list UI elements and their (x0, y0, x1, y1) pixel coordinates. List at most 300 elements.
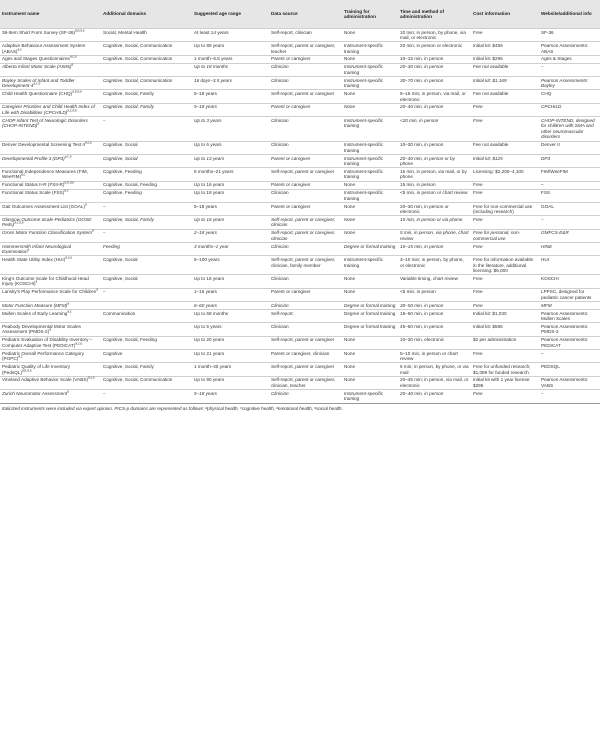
website-cell: DP3 (539, 154, 600, 167)
table-body (0, 29, 600, 403)
data-source-cell: Parent or caregiver (269, 55, 342, 63)
domains-cell: Cognitive, Social, Communication (101, 376, 192, 389)
instrument-name-text: 36-Item Short Form Survey (SF-36) (2, 29, 75, 35)
training-cell: Instrument-specific training (342, 77, 398, 90)
training-cell: Instrument-specific training (342, 117, 398, 141)
table-row (0, 181, 600, 189)
website-cell: – (539, 216, 600, 229)
time-method-cell: 20–30 min, in person (398, 63, 471, 76)
table-row (0, 216, 600, 229)
table-row (0, 90, 600, 103)
domains-cell: Social, Mental Health (101, 29, 192, 42)
header-instrument-name: Instrument name (0, 0, 101, 29)
instrument-name-cell (0, 168, 101, 181)
instrument-name-text: CHOP Infant Test of Neurologic Disorders (CHOP-INTEND) (2, 117, 88, 129)
data-source-cell: Self-report, clinician (269, 29, 342, 42)
training-cell: None (342, 336, 398, 349)
age-range-cell: 1 month–25 years (192, 363, 269, 376)
domains-cell: – (101, 202, 192, 215)
age-range-cell: Up to 16 years (192, 181, 269, 189)
training-cell: None (342, 288, 398, 301)
header-cost: Cost information (471, 0, 539, 29)
website-cell: GMFCS-E&R (539, 229, 600, 242)
time-method-cell: 10 min; in person, by phone, via mail, or electronic (398, 29, 471, 42)
age-range-cell: 6–60 years (192, 302, 269, 310)
instrument-name-cell (0, 55, 101, 63)
instrument-name-cell (0, 216, 101, 229)
data-source-cell: Clinician (269, 141, 342, 154)
training-cell: Instrument-specific training (342, 256, 398, 275)
table-row (0, 141, 600, 154)
time-method-cell: 10–30 min, electronic (398, 336, 471, 349)
website-cell: Ages & Stages (539, 55, 600, 63)
time-method-cell: 5–15 min; in person, via mail, or electronic (398, 90, 471, 103)
domains-cell: Cognitive, Social, Family (101, 363, 192, 376)
instrument-name-cell (0, 117, 101, 141)
instrument-name-text: Alberta Infant Motor Scale (AIMS) (2, 64, 72, 70)
age-range-cell: 5–18 years (192, 390, 269, 403)
instrument-name-cell (0, 288, 101, 301)
cost-cell: Free (471, 288, 539, 301)
domains-cell: Cognitive, Feeding (101, 168, 192, 181)
age-range-cell: 5–18 years (192, 90, 269, 103)
website-cell: KOSCHI (539, 275, 600, 288)
time-method-cell: 5–10 min, in person or chart review (398, 350, 471, 363)
website-cell: Pearson Assessments: ABAS (539, 42, 600, 55)
domains-cell: Cognitive (101, 350, 192, 363)
header-additional-domains: Additional domains (101, 0, 192, 29)
domains-cell: – (101, 229, 192, 242)
time-method-cell: 20 min, in person or electronic (398, 42, 471, 55)
data-source-cell: Self-report, parent or caregiver (269, 90, 342, 103)
time-method-cell: Variable timing, chart review (398, 275, 471, 288)
table-header-row (0, 0, 600, 29)
website-cell: CHOP-INTEND, designed for children with SMA and other neuromuscular disorders (539, 117, 600, 141)
training-cell: Instrument-specific training (342, 168, 398, 181)
age-range-cell: Up to 18 years (192, 189, 269, 202)
cost-cell: Fee not available (471, 90, 539, 103)
cost-cell: Initial kit: $456 (471, 42, 539, 55)
instrument-name-cell (0, 309, 101, 322)
time-method-cell: 15 min, in person (398, 181, 471, 189)
age-range-cell: Up to 18 months (192, 63, 269, 76)
instrument-name-text: Hammersmith Infant Neurological Examination (2, 243, 71, 255)
instrument-name-text: Health State Utility Index (HUI) (2, 257, 66, 263)
data-source-cell: Clinician (269, 323, 342, 336)
website-cell: Pearson Assessments: PEDICAT (539, 336, 600, 349)
instrument-name-cell (0, 256, 101, 275)
instrument-name-cell (0, 202, 101, 215)
age-range-cell: 1 month–5.5 years (192, 55, 269, 63)
training-cell: Instrument-specific training (342, 141, 398, 154)
instrument-name-cell (0, 323, 101, 336)
data-source-cell: Self-report, parent or caregiver, clinician (269, 229, 342, 242)
instrument-name-cell (0, 63, 101, 76)
domain-superscript: a (71, 62, 74, 67)
age-range-cell: 1–16 years (192, 288, 269, 301)
time-method-cell: <5 min, in person (398, 288, 471, 301)
instrument-name-cell (0, 376, 101, 389)
domain-superscript: a (92, 228, 94, 233)
instrument-name-text: Mullen Scales of Early Learning (2, 310, 68, 316)
training-cell: Degree or formal training (342, 309, 398, 322)
data-source-cell: Self-report, parent or caregiver, clinician, family member (269, 256, 342, 275)
domain-superscript: a (96, 287, 99, 292)
instrument-name-text: Glasgow Outcome Scale-Pediatrics (GOSE-Peds) (2, 216, 93, 228)
domain-superscript: a,b,d,e (74, 28, 85, 33)
age-range-cell: 5–18 years (192, 202, 269, 215)
instrument-name-cell (0, 141, 101, 154)
website-cell: Pearson Assessments: Mullen Scales (539, 309, 600, 322)
instrument-name-cell (0, 350, 101, 363)
time-method-cell: 20–30 min, in person or electronic (398, 202, 471, 215)
instrument-name-text: Functional Independence Measures (FIM, WeeFIM) (2, 168, 88, 180)
domain-superscript: a,c (67, 309, 72, 314)
domains-cell: Feeding (101, 243, 192, 256)
time-method-cell: 5 min, in person, via phone, chart review (398, 229, 471, 242)
cost-cell: $2 per administration (471, 336, 539, 349)
instrument-name-text: Vineland Adaptive Behavior Scale (VABS) (2, 377, 88, 383)
instrument-name-cell (0, 42, 101, 55)
data-source-cell: Self-report, parent or caregiver (269, 336, 342, 349)
instrument-name-text: Peabody Developmental Motor Scales Assessment (PMDS-2) (2, 323, 81, 335)
website-cell: CPCHILD (539, 103, 600, 116)
training-cell: None (342, 181, 398, 189)
data-source-cell: Self-report, parent or caregiver, teacher (269, 42, 342, 55)
domain-superscript: a (67, 389, 69, 394)
instrument-name-text: Functional Status II-R (FSII-R) (2, 182, 65, 188)
website-cell: – (539, 350, 600, 363)
table-row (0, 189, 600, 202)
instrument-name-cell (0, 275, 101, 288)
domain-superscript: a,b,d,e (21, 368, 32, 373)
data-source-cell: Self-report, parent or caregiver (269, 363, 342, 376)
cost-cell: Free for information available in the literature, additional licensing: $5,000 (471, 256, 539, 275)
header-website: Website/additional info (539, 0, 600, 29)
domains-cell (101, 63, 192, 76)
table-row (0, 363, 600, 376)
training-cell: Instrument-specific training (342, 189, 398, 202)
domain-superscript: a,b,d,e (72, 89, 82, 94)
data-source-cell: Parent or caregiver (269, 202, 342, 215)
time-method-cell: 20–40 min, in person (398, 390, 471, 403)
website-cell: Pearson Assessments: PMDS-2 (539, 323, 600, 336)
instrument-name-text: Pediatric Overall Performance Category (POPC) (2, 350, 85, 362)
table-row (0, 275, 600, 288)
training-cell: Instrument-specific training (342, 390, 398, 403)
time-method-cell: 10–15 min, in person (398, 55, 471, 63)
instrument-name-cell (0, 302, 101, 310)
table-row (0, 117, 600, 141)
data-source-cell: Parent or caregiver (269, 288, 342, 301)
website-cell: Pearson Assessments: Bayley (539, 77, 600, 90)
table-row (0, 243, 600, 256)
domain-superscript: a,c,e (88, 375, 95, 380)
data-source-cell: Clinician (269, 189, 342, 202)
cost-cell: Initial kit: $295 (471, 55, 539, 63)
domains-cell: Communication (101, 309, 192, 322)
instrument-name-cell (0, 154, 101, 167)
cost-cell: Free (471, 29, 539, 42)
table-footnote: Italicized instruments were included via expert opinion. PICS-p domains are represented as follows: ᵃphysical health, ᶜcognitive health, ᵈemotional health, ᵉsocial health. (0, 403, 600, 413)
instrument-name-cell (0, 363, 101, 376)
time-method-cell: 15–60 min, in person (398, 309, 471, 322)
domains-cell (101, 302, 192, 310)
domains-cell: Cognitive, Social, Feeding (101, 336, 192, 349)
time-method-cell: 3–10 min; in person, by phone, or electronic (398, 256, 471, 275)
training-cell: None (342, 103, 398, 116)
table-row (0, 376, 600, 389)
age-range-cell: 6 months–21 years (192, 168, 269, 181)
training-cell: Degree or formal training (342, 302, 398, 310)
instrument-name-text: Gross Motor Function Classification System (2, 230, 93, 236)
domain-superscript: a,c,e (69, 54, 77, 59)
instrument-name-cell (0, 336, 101, 349)
age-range-cell: Up to 5 years (192, 323, 269, 336)
age-range-cell: 5–18 years (192, 103, 269, 116)
domain-superscript: a,c,e (33, 81, 41, 86)
cost-cell: Free (471, 275, 539, 288)
cost-cell: Initial kit: $585 (471, 323, 539, 336)
instrument-name-cell (0, 77, 101, 90)
table-row (0, 350, 600, 363)
age-range-cell: Up to 21 years (192, 350, 269, 363)
age-range-cell: At least 14 years (192, 29, 269, 42)
data-source-cell: Self-report, parent or caregiver, clinician, teacher (269, 376, 342, 389)
website-cell: – (539, 63, 600, 76)
age-range-cell: Up to 20 years (192, 336, 269, 349)
domains-cell (101, 323, 192, 336)
instrument-name-text: Motor Function Measure (MFM) (2, 302, 68, 308)
header-training: Training for administration (342, 0, 398, 29)
header-age-range: Suggested age range (192, 0, 269, 29)
cost-cell: Initial kit: $125 (471, 154, 539, 167)
table-row (0, 229, 600, 242)
table-row (0, 323, 600, 336)
website-cell: MFM (539, 302, 600, 310)
instrument-name-cell (0, 103, 101, 116)
time-method-cell: 30–50 min, in person (398, 302, 471, 310)
instrument-name-text: Pediatric Evaluation of Disability Inventory – Computer Adaptive Test (PEDICAT) (2, 337, 93, 348)
table-row (0, 288, 600, 301)
instrument-name-text: Developmental Profile 3 (DP3) (2, 155, 65, 161)
training-cell: None (342, 229, 398, 242)
cost-cell: Initial kit: $1,169 (471, 77, 539, 90)
website-cell: SF-36 (539, 29, 600, 42)
age-range-cell: Up to 89 years (192, 42, 269, 55)
domains-cell: Cognitive, Social, Family (101, 103, 192, 116)
data-source-cell: Self-report, parent or caregiver, clinician (269, 216, 342, 229)
domain-superscript: a,b,d,e (64, 180, 75, 185)
instrument-name-text: Functional Status Scale (FSS) (2, 190, 65, 196)
website-cell: – (539, 390, 600, 403)
cost-cell: Free (471, 117, 539, 141)
instrument-name-text: Lansky's Play Performance Scale for Children (2, 289, 97, 295)
time-method-cell: 10–15 min, in person (398, 243, 471, 256)
domains-cell: Cognitive, Social (101, 154, 192, 167)
time-method-cell: 45–60 min, in person (398, 323, 471, 336)
training-cell: None (342, 350, 398, 363)
website-cell: CHQ (539, 90, 600, 103)
instrument-name-cell (0, 229, 101, 242)
age-range-cell: Up to 16 years (192, 216, 269, 229)
age-range-cell: 5–100 years (192, 256, 269, 275)
table-row (0, 63, 600, 76)
training-cell: None (342, 376, 398, 389)
cost-cell: Free (471, 390, 539, 403)
website-cell: FSS (539, 189, 600, 202)
domain-superscript: a (85, 202, 87, 207)
domain-superscript: a,c (17, 47, 22, 52)
header-time-method: Time and method of administration (398, 0, 471, 29)
table-row (0, 390, 600, 403)
domain-superscript: a,c,d,e (67, 108, 77, 113)
data-source-cell: Clinician (269, 243, 342, 256)
table-row (0, 309, 600, 322)
cost-cell: Initial kit: $1,030 (471, 309, 539, 322)
age-range-cell: Up to 3 years (192, 117, 269, 141)
instrument-name-text: Zurich Neuromotor Assessment (2, 390, 68, 396)
instrument-name-cell (0, 189, 101, 202)
time-method-cell: 20–45 min; in person, via mail, or electronic (398, 376, 471, 389)
domain-superscript: a (37, 121, 40, 126)
domains-cell: Cognitive, Feeding (101, 189, 192, 202)
time-method-cell: 20–40 min, in person (398, 103, 471, 116)
website-cell: FIM/WeeFIM (539, 168, 600, 181)
time-method-cell: 6 min; in person, by phone, or via mail (398, 363, 471, 376)
instrument-name-text: Denver Developmental Screening Test II (2, 142, 85, 148)
training-cell: None (342, 275, 398, 288)
time-method-cell: 15 min, in person, via mail, or by phone (398, 168, 471, 181)
data-source-cell: Self-report, parent or caregiver (269, 168, 342, 181)
data-source-cell: Self-report (269, 309, 342, 322)
cost-cell: Fee not available (471, 141, 539, 154)
website-cell: Pearson Assessments: VABS (539, 376, 600, 389)
website-cell: – (539, 181, 600, 189)
domain-superscript: a,c (21, 172, 26, 177)
data-source-cell: Clinician (269, 63, 342, 76)
domains-cell: Cognitive, Social (101, 256, 192, 275)
age-range-cell: Up to 6 years (192, 141, 269, 154)
domain-superscript: a (49, 327, 51, 332)
data-source-cell: Clinician (269, 275, 342, 288)
instrument-name-cell (0, 181, 101, 189)
age-range-cell: Up to 90 years (192, 376, 269, 389)
training-cell: None (342, 216, 398, 229)
age-range-cell: 2–18 years (192, 229, 269, 242)
cost-cell: Initial kit with 1 year license: $295 (471, 376, 539, 389)
cost-cell: Fee not available (471, 63, 539, 76)
time-method-cell: 30–70 min, in person (398, 77, 471, 90)
table-row (0, 55, 600, 63)
data-source-cell: Parent or caregiver, clinician (269, 350, 342, 363)
instrument-name-text: Ages and Stages Questionnaires (2, 56, 70, 62)
training-cell: None (342, 55, 398, 63)
time-method-cell: 15 min, in person or via phone (398, 216, 471, 229)
cost-cell: Free (471, 216, 539, 229)
time-method-cell: <20 min, in person (398, 117, 471, 141)
age-range-cell: 3 months–1 year (192, 243, 269, 256)
cost-cell: Free for personal, non-commercial use (471, 229, 539, 242)
website-cell: HINE (539, 243, 600, 256)
table-row (0, 256, 600, 275)
domain-superscript: a (27, 247, 30, 252)
instrument-name-text: Caregiver Priorities and Child Health Index of Life with Disabilities (CPCHILD) (2, 104, 95, 115)
domains-cell: – (101, 117, 192, 141)
instrument-name-text: Pediatric Quality of Life Inventory (PedsQL) (2, 364, 71, 375)
data-source-cell: Parent or caregiver (269, 103, 342, 116)
cost-cell: Free (471, 350, 539, 363)
website-cell: Denver II (539, 141, 600, 154)
age-range-cell: 16 days–3.5 years (192, 77, 269, 90)
training-cell: Instrument-specific training (342, 154, 398, 167)
domains-cell: Cognitive, Social, Communication (101, 55, 192, 63)
data-source-cell: Parent or caregiver (269, 154, 342, 167)
instrument-name-cell (0, 243, 101, 256)
data-source-cell: Clinician (269, 390, 342, 403)
instrument-name-text: Bayley Scales of Infant and Toddler Development-4 (2, 77, 75, 89)
table-row (0, 202, 600, 215)
training-cell: None (342, 90, 398, 103)
table-row (0, 302, 600, 310)
cost-cell: Licensing: $2,200–4,100 (471, 168, 539, 181)
domain-superscript: a,c,e (75, 341, 83, 346)
table-row (0, 154, 600, 167)
website-cell: GOAL (539, 202, 600, 215)
domains-cell: Cognitive, Social, Family (101, 90, 192, 103)
instrument-name-text: Adaptive Behaviour Assessment System (ABAS) (2, 43, 86, 54)
instrument-name-cell (0, 29, 101, 42)
training-cell: Degree or formal training (342, 243, 398, 256)
website-cell: LPPSC, designed for pediatric cancer patients (539, 288, 600, 301)
training-cell: Instrument-specific training (342, 63, 398, 76)
data-source-cell: Parent or caregiver (269, 181, 342, 189)
domains-cell: Cognitive, Social, Communication (101, 42, 192, 55)
time-method-cell: 10–30 min, in person (398, 141, 471, 154)
table-row (0, 103, 600, 116)
data-source-cell: Clinician (269, 77, 342, 90)
time-method-cell: <5 min, in person or chart review (398, 189, 471, 202)
domains-cell: Cognitive, Social, Family (101, 216, 192, 229)
age-range-cell: Up to 16 years (192, 275, 269, 288)
time-method-cell: 20–40 min, in person or by phone (398, 154, 471, 167)
domains-cell: – (101, 288, 192, 301)
cost-cell: Free (471, 181, 539, 189)
table-row (0, 42, 600, 55)
domains-cell: Cognitive, Social (101, 141, 192, 154)
domain-superscript: a,c,e (64, 154, 72, 159)
domain-superscript: a,c,e (84, 140, 92, 145)
domains-cell: – (101, 390, 192, 403)
cost-cell: Free (471, 302, 539, 310)
domain-superscript: a (35, 279, 38, 284)
domain-superscript: a,c (18, 354, 23, 359)
domain-superscript: a (67, 301, 70, 306)
table-row (0, 168, 600, 181)
instrument-name-text: Child Health Questionnaire (CHQ) (2, 91, 73, 97)
age-range-cell: Up to 13 years (192, 154, 269, 167)
instrument-name-text: Gait Outcomes Assessment List (GOAL) (2, 203, 86, 209)
cost-cell: Free (471, 103, 539, 116)
cost-cell: Free (471, 243, 539, 256)
data-source-cell: Clinician (269, 117, 342, 141)
instrument-name-cell (0, 390, 101, 403)
cost-cell: Free for unfunded research; $1,089 for funded research (471, 363, 539, 376)
domains-cell: Cognitive, Social, Communication (101, 77, 192, 90)
table-row (0, 336, 600, 349)
instrument-name-text: King's Outcome Scale for Childhood Head Injury (KOSCHI) (2, 275, 89, 287)
age-range-cell: Up to 68 months (192, 309, 269, 322)
